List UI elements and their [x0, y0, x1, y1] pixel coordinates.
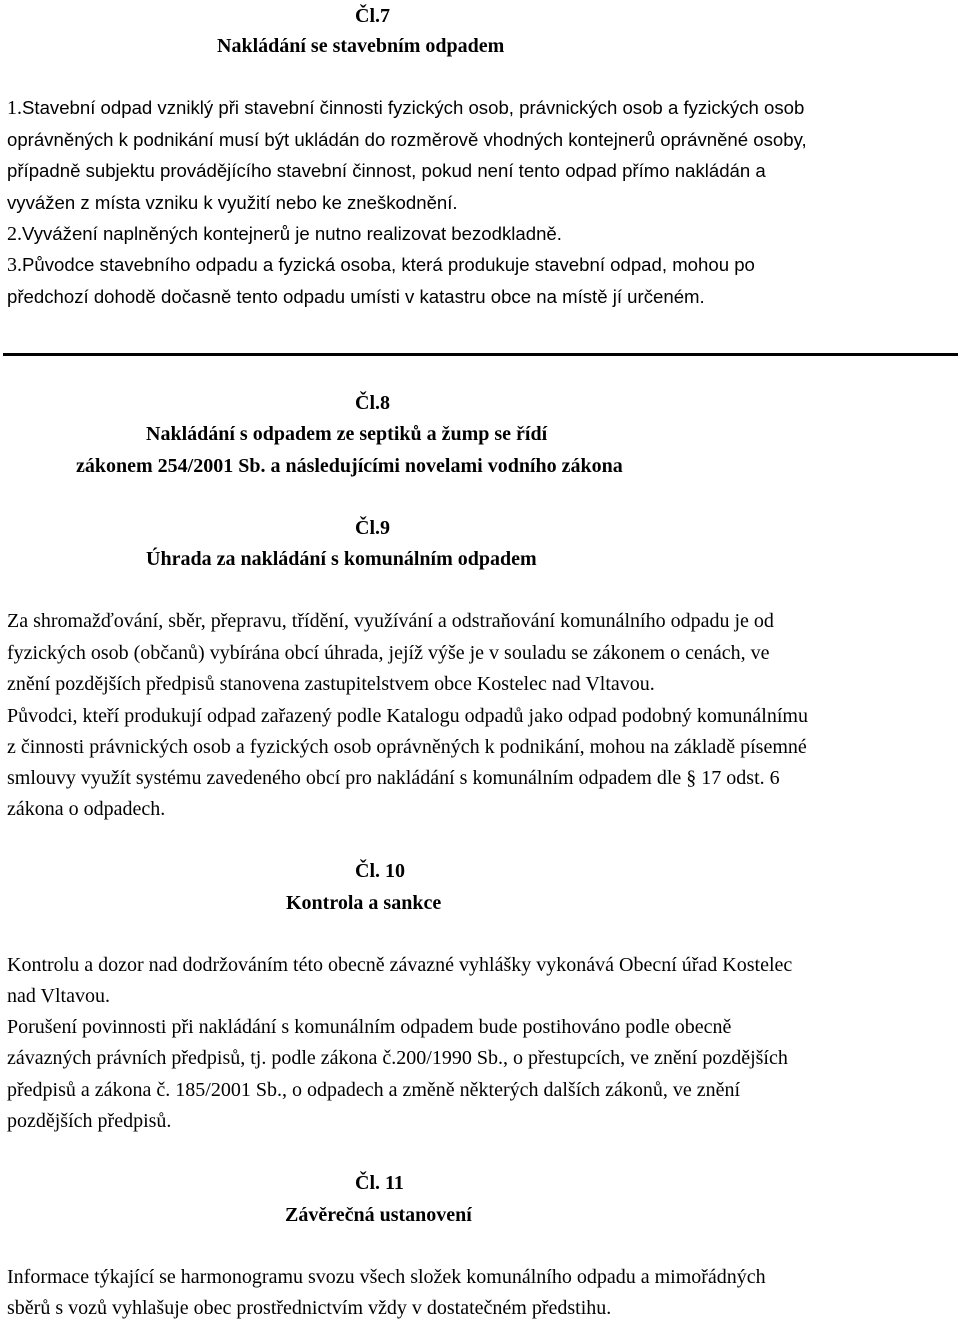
art8-number: Čl.8: [355, 392, 390, 414]
art10-number: Čl. 10: [355, 860, 405, 882]
art11-text-line: Informace týkající se harmonogramu svozu všech složek komunálního odpadu a mimořádných: [7, 1266, 766, 1288]
art10-text-line: závazných právních předpisů, tj. podle zákona č.200/1990 Sb., o přestupcích, ve znění pozdějších: [7, 1047, 788, 1069]
art9-text-line: smlouvy využít systému zavedeného obcí pro nakládání s komunálním odpadem dle § 17 odst. 6: [7, 767, 780, 789]
art7-paragraph-1-line: [7, 96, 804, 120]
art10-text-line: předpisů a zákona č. 185/2001 Sb., o odpadech a změně některých dalších zákonů, ve znění: [7, 1079, 741, 1101]
art7-p1-line: vyvážen z místa vzniku k využití nebo ke zneškodnění.: [7, 192, 458, 213]
art7-number: Čl.7: [355, 5, 390, 27]
art7-paragraph-3-line: [7, 253, 755, 277]
art10-text-line: Kontrolu a dozor nad dodržováním této obecně závazné vyhlášky vykonává Obecní úřad Kostelec: [7, 954, 793, 976]
art9-text-line: Za shromažďování, sběr, přepravu, třídění, využívání a odstraňování komunálního odpadu je od: [7, 610, 774, 632]
art10-text-line: pozdějších předpisů.: [7, 1110, 172, 1132]
art7-p2-text: Vyvážení naplněných kontejnerů je nutno realizovat bezodkladně.: [22, 223, 562, 244]
art7-p1-line: oprávněných k podnikání musí být ukládán do rozměrově vhodných kontejnerů oprávněné osoby,: [7, 129, 807, 150]
art9-text-line: zákona o odpadech.: [7, 798, 166, 820]
art7-p1-text: Stavební odpad vzniklý při stavební činnosti fyzických osob, právnických osob a fyzických osob: [22, 97, 805, 118]
art9-title: Úhrada za nakládání s komunálním odpadem: [146, 548, 537, 570]
art7-p1-line: případně subjektu provádějícího stavební činnost, pokud není tento odpad přímo nakládán a: [7, 160, 766, 181]
art9-number: Čl.9: [355, 517, 390, 539]
art7-title: Nakládání se stavebním odpadem: [217, 35, 505, 57]
art7-p2-number: 2.: [7, 223, 22, 245]
art11-number: Čl. 11: [355, 1172, 404, 1194]
art7-p3-line: předchozí dohodě dočasně tento odpadu umísti v katastru obce na místě jí určeném.: [7, 286, 705, 307]
art9-text-line: znění pozdějších předpisů stanovena zastupitelstvem obce Kostelec nad Vltavou.: [7, 673, 655, 695]
art10-text-line: nad Vltavou.: [7, 985, 110, 1007]
art7-p3-number: 3.: [7, 254, 22, 276]
art9-text-line: Původci, kteří produkují odpad zařazený podle Katalogu odpadů jako odpad podobný komunálnímu: [7, 705, 808, 727]
art7-paragraph-2-line: [7, 222, 562, 246]
art10-text-line: Porušení povinnosti při nakládání s komunálním odpadem bude postihováno podle obecně: [7, 1016, 732, 1038]
art8-title-line: Nakládání s odpadem ze septiků a žump se řídí: [146, 423, 548, 445]
art9-text-line: fyzických osob (občanů) vybírána obcí úhrada, jejíž výše je v souladu se zákonem o cenách, ve: [7, 642, 770, 664]
art9-text-line: z činnosti právnických osob a fyzických osob oprávněných k podnikání, mohou na základě písemné: [7, 736, 807, 758]
art7-p3-text: Původce stavebního odpadu a fyzická osoba, která produkuje stavební odpad, mohou po: [22, 254, 755, 275]
art11-text-line: sběrů s vozů vyhlašuje obec prostřednictvím vždy v dostatečném předstihu.: [7, 1297, 612, 1319]
art8-title-line: zákonem 254/2001 Sb. a následujícími novelami vodního zákona: [76, 455, 623, 477]
art11-title: Závěrečná ustanovení: [285, 1204, 472, 1226]
section-divider: [3, 353, 958, 356]
art7-p1-number: 1.: [7, 97, 22, 119]
art10-title: Kontrola a sankce: [286, 892, 442, 914]
